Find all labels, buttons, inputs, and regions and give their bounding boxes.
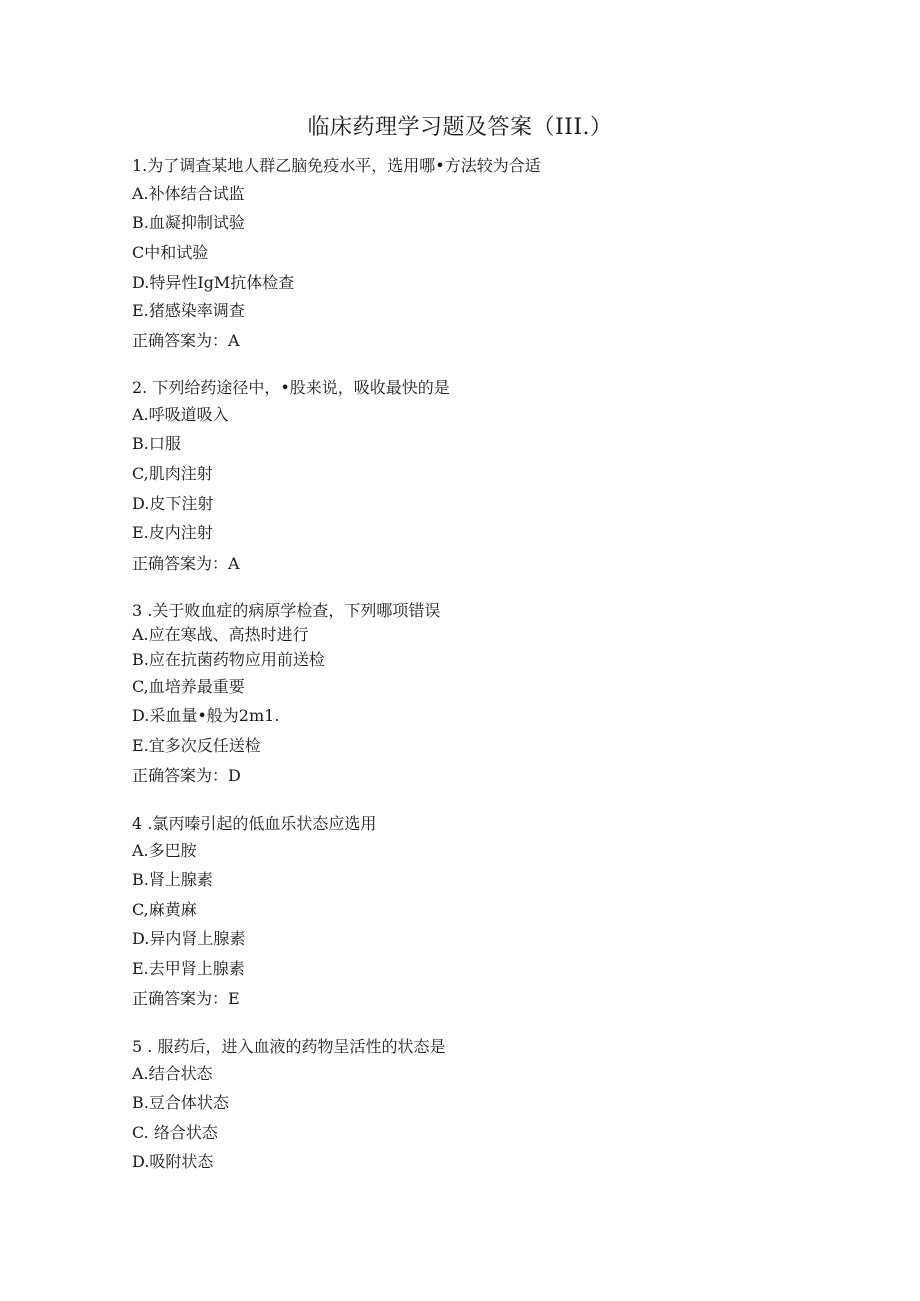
question-3-option-a: A.应在寒战、高热时进行 xyxy=(132,625,309,644)
question-3-stem: 3 .关于败血症的病原学检查，下列哪项错误 xyxy=(132,601,441,620)
question-2-option-e: E.皮内注射 xyxy=(132,523,213,542)
question-4-answer: 正确答案为：E xyxy=(132,989,240,1008)
question-5-option-b: B.豆合体状态 xyxy=(132,1093,229,1112)
question-4-option-c: C,麻黄麻 xyxy=(132,900,197,919)
question-2-option-d: D.皮下注射 xyxy=(132,494,214,513)
question-3-option-c: C,血培养最重要 xyxy=(132,677,245,696)
question-5-option-d: D.吸附状态 xyxy=(132,1152,214,1171)
page-title: 临床药理学习题及答案（III.） xyxy=(307,115,613,140)
question-4-option-e: E.去甲肾上腺素 xyxy=(132,959,245,978)
question-3-option-b: B.应在抗菌药物应用前送检 xyxy=(132,650,325,669)
question-2-option-a: A.呼吸道吸入 xyxy=(132,405,229,424)
question-4-option-b: B.肾上腺素 xyxy=(132,870,213,889)
question-3-option-e: E.宜多次反任送检 xyxy=(132,736,261,755)
question-5-option-a: A.结合状态 xyxy=(132,1064,213,1083)
question-2-answer: 正确答案为：A xyxy=(132,554,240,573)
question-2-option-b: B.口服 xyxy=(132,434,181,453)
question-2-option-c: C,肌肉注射 xyxy=(132,464,213,483)
question-1-option-c: C中和试验 xyxy=(132,243,209,262)
question-1-option-e: E.猪感染率调查 xyxy=(132,301,245,320)
question-1-option-b: B.血凝抑制试验 xyxy=(132,213,245,232)
question-5-option-c: C. 络合状态 xyxy=(132,1123,218,1142)
question-4-stem: 4 .氯丙嗪引起的低血乐状态应选用 xyxy=(132,814,377,833)
question-4-option-a: A.多巴胺 xyxy=(132,841,197,860)
question-5-stem: 5 . 服药后，进入血液的药物呈活性的状态是 xyxy=(132,1037,446,1056)
question-4-option-d: D.异内肾上腺素 xyxy=(132,929,246,948)
question-3-answer: 正确答案为：D xyxy=(132,766,241,785)
question-1-option-a: A.补体结合试监 xyxy=(132,184,245,203)
question-3-option-d: D.采血量•般为2m1. xyxy=(132,706,280,725)
question-1-stem: 1.为了调查某地人群乙脑免疫水平，选用哪•方法较为合适 xyxy=(132,156,541,175)
question-1-option-d: D.特异性IgM抗体检查 xyxy=(132,273,295,292)
question-2-stem: 2. 下列给药途径中，•股来说，吸收最快的是 xyxy=(132,378,450,397)
question-1-answer: 正确答案为：A xyxy=(132,331,240,350)
